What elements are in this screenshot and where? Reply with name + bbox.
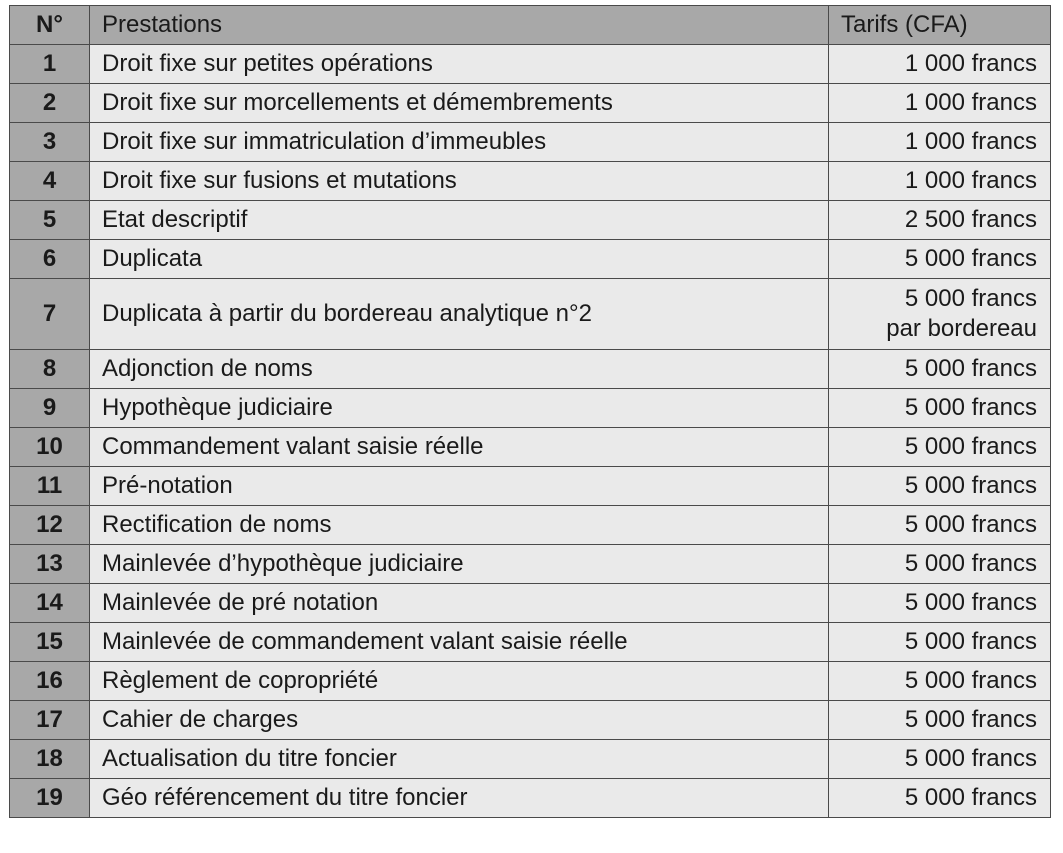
table-row [10,740,1051,779]
row-prestation: Mainlevée d’hypothèque judiciaire [90,545,829,584]
row-number: 14 [10,584,90,623]
table-row [10,545,1051,584]
table-row [10,84,1051,123]
row-number: 8 [10,350,90,389]
row-prestation: Adjonction de noms [90,350,829,389]
table-row [10,662,1051,701]
row-prestation: Hypothèque judiciaire [90,389,829,428]
row-number: 17 [10,701,90,740]
row-tarif: 1 000 francs [829,162,1051,201]
table-row [10,467,1051,506]
table-row [10,701,1051,740]
row-tarif: 5 000 francs [829,779,1051,818]
row-tarif: 5 000 francs [829,545,1051,584]
table-row [10,428,1051,467]
row-tarif: 5 000 francs [829,467,1051,506]
row-prestation: Duplicata [90,240,829,279]
row-tarif: 5 000 francs [829,701,1051,740]
row-tarif: 5 000 francs [829,584,1051,623]
row-prestation: Actualisation du titre foncier [90,740,829,779]
row-number: 19 [10,779,90,818]
table-row [10,45,1051,84]
row-number: 16 [10,662,90,701]
row-prestation: Etat descriptif [90,201,829,240]
row-number: 10 [10,428,90,467]
table-row [10,279,1051,350]
row-prestation: Pré-notation [90,467,829,506]
row-prestation: Commandement valant saisie réelle [90,428,829,467]
row-prestation: Droit fixe sur fusions et mutations [90,162,829,201]
row-tarif: 5 000 francs [829,389,1051,428]
table-row [10,389,1051,428]
row-number: 1 [10,45,90,84]
row-tarif: 5 000 francs [829,662,1051,701]
row-tarif: 1 000 francs [829,123,1051,162]
table-row [10,350,1051,389]
row-prestation: Droit fixe sur petites opérations [90,45,829,84]
row-tarif [829,279,1051,350]
row-number: 15 [10,623,90,662]
table-row [10,623,1051,662]
row-number: 5 [10,201,90,240]
table-row [10,240,1051,279]
row-prestation: Cahier de charges [90,701,829,740]
row-tarif: 5 000 francs [829,350,1051,389]
row-number: 18 [10,740,90,779]
header-number: N° [10,6,90,45]
row-prestation: Mainlevée de pré notation [90,584,829,623]
table-row [10,201,1051,240]
row-number: 4 [10,162,90,201]
row-tarif: 1 000 francs [829,45,1051,84]
tariff-table-container [9,5,1050,818]
row-tarif: 5 000 francs [829,240,1051,279]
table-row [10,779,1051,818]
row-number: 2 [10,84,90,123]
row-prestation: Géo référencement du titre foncier [90,779,829,818]
row-number: 9 [10,389,90,428]
row-prestation: Droit fixe sur immatriculation d’immeubles [90,123,829,162]
row-tarif: 5 000 francs [829,740,1051,779]
table-row [10,162,1051,201]
row-number: 3 [10,123,90,162]
header-tarifs: Tarifs (CFA) [829,6,1051,45]
row-number: 6 [10,240,90,279]
row-tarif: 2 500 francs [829,201,1051,240]
row-tarif-unit: par bordereau [886,315,1037,342]
row-prestation: Duplicata à partir du bordereau analytique n°2 [90,279,829,350]
row-prestation: Droit fixe sur morcellements et démembrements [90,84,829,123]
row-number: 7 [10,279,90,350]
row-tarif: 5 000 francs [829,428,1051,467]
row-number: 11 [10,467,90,506]
row-tarif-amount: 5 000 francs [904,285,1037,312]
row-prestation: Rectification de noms [90,506,829,545]
header-row [10,6,1051,45]
table-row [10,123,1051,162]
row-tarif: 5 000 francs [829,506,1051,545]
table-header [10,6,1051,45]
tariff-table [9,5,1051,818]
row-tarif: 5 000 francs [829,623,1051,662]
row-prestation: Règlement de copropriété [90,662,829,701]
table-row [10,584,1051,623]
row-tarif: 1 000 francs [829,84,1051,123]
header-prestations: Prestations [90,6,829,45]
row-number: 12 [10,506,90,545]
row-number: 13 [10,545,90,584]
row-prestation: Mainlevée de commandement valant saisie réelle [90,623,829,662]
table-row [10,506,1051,545]
table-body [10,45,1051,818]
